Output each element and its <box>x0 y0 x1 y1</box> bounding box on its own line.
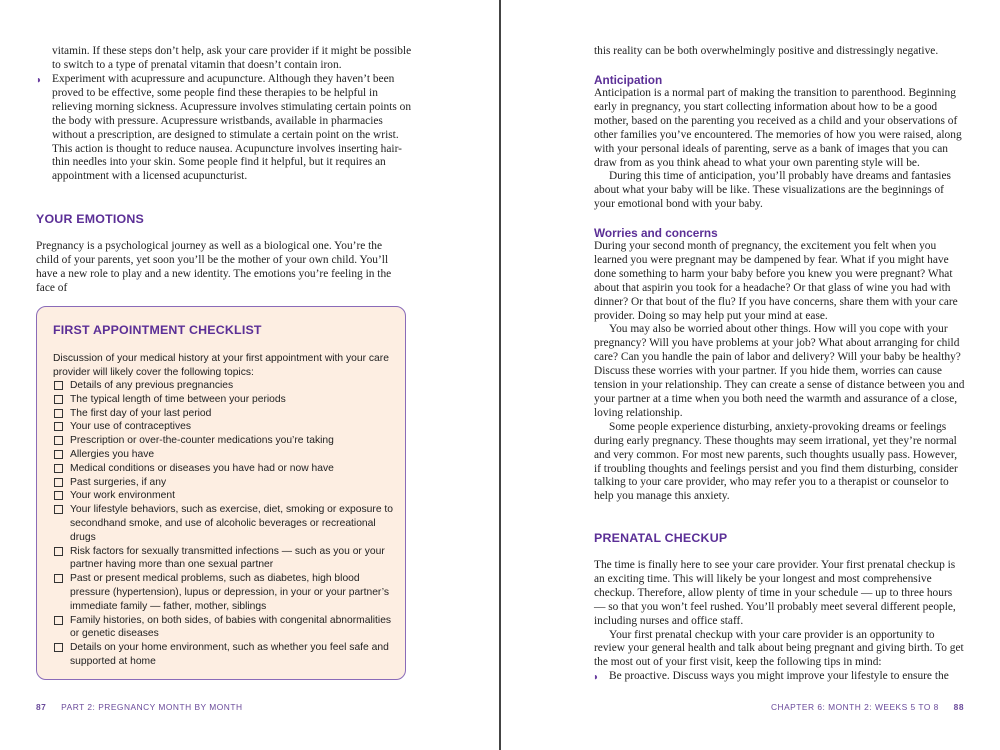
checklist-item: Allergies you have <box>53 448 398 462</box>
section-heading-prenatal-checkup: PRENATAL CHECKUP <box>594 531 728 545</box>
checkbox-icon <box>54 464 63 473</box>
page-number: 88 <box>953 702 964 712</box>
checkbox-icon <box>54 450 63 459</box>
checkbox-icon <box>54 505 63 514</box>
subheading-worries: Worries and concerns <box>594 226 718 240</box>
continued-paragraph: this reality can be both overwhelmingly positive and distressingly negative. <box>594 45 939 57</box>
checklist-item: Risk factors for sexually transmitted infections — such as you or your partner having more than one sexual partner <box>53 545 398 573</box>
checkbox-icon <box>54 547 63 556</box>
checklist-intro: Discussion of your medical history at your first appointment with your care provider will likely cover the following topics: <box>53 353 389 378</box>
checklist-item: Family histories, on both sides, of babies with congenital abnormalities or genetic diseases <box>53 614 398 642</box>
subheading-anticipation: Anticipation <box>594 73 663 87</box>
first-appointment-checklist-box <box>36 306 406 680</box>
bullet-be-proactive: ◗ Be proactive. Discuss ways you might improve your lifestyle to ensure the <box>593 670 949 683</box>
checklist-item: Your work environment <box>53 489 398 503</box>
checklist <box>53 379 398 669</box>
bullet-icon: ◗ <box>36 75 43 86</box>
checklist-item: Medical conditions or diseases you have had or now have <box>53 462 398 476</box>
anticipation-text: Anticipation is a normal part of making the transition to parenthood. Beginning early in pregnancy, you start collecting information about how to be a good mother, based on the parenting you received as a child and your observations of other families you’ve encountered. The memories of how you were raised, along with your personal ideals of parenting, serve as a bank of images that you can draw from as you think ahead to what your own parenting style will be. During this time of anticipation, you’ll probably have dreams and fantasies about what your baby will be like. These visualizations are the beginnings of your emotional bond with your baby. <box>594 87 962 211</box>
checklist-item: Details on your home environment, such as whether you feel safe and supported at home <box>53 641 398 669</box>
checkbox-icon <box>54 381 63 390</box>
checklist-item: Your lifestyle behaviors, such as exercise, diet, smoking or exposure to secondhand smoke, and use of alcoholic beverages or recreational drugs <box>53 503 398 544</box>
checklist-item: Prescription or over-the-counter medications you’re taking <box>53 434 398 448</box>
left-footer <box>36 702 243 712</box>
page-number: 87 <box>36 702 47 712</box>
checkup-text: The time is finally here to see your care provider. Your first prenatal checkup is an exciting time. This will likely be your longest and most comprehensive checkup. Therefore, allow plenty of time in your schedule — up to three hours — so that you won’t feel rushed. You’ll probably meet several different people, including nurses and office staff. Your first prenatal checkup with your care provider is an opportunity to review your general health and talk about being pregnant and giving birth. To get the most out of your first visit, keep the following tips in mind: <box>594 559 964 669</box>
checkbox-icon <box>54 395 63 404</box>
section-heading-emotions: YOUR EMOTIONS <box>36 212 144 226</box>
running-footer-text: PART 2: PREGNANCY MONTH BY MONTH <box>61 702 243 712</box>
checklist-item: Your use of contraceptives <box>53 420 398 434</box>
checkbox-icon <box>54 422 63 431</box>
emotions-paragraph: Pregnancy is a psychological journey as well as a biological one. You’re the child of your parents, yet soon you’ll be the mother of your own child. You’ll have a new role to play and a new identity. The emotions you’re feeling in the face of <box>36 240 392 294</box>
checkbox-icon <box>54 616 63 625</box>
checkbox-icon <box>54 643 63 652</box>
running-footer-text: CHAPTER 6: MONTH 2: WEEKS 5 TO 8 <box>770 702 939 712</box>
checklist-title: FIRST APPOINTMENT CHECKLIST <box>53 323 262 337</box>
left-page <box>0 0 498 750</box>
bullet-icon: ◗ <box>593 672 600 683</box>
checklist-item: The typical length of time between your periods <box>53 393 398 407</box>
checklist-item: Details of any previous pregnancies <box>53 379 398 393</box>
worries-text: During your second month of pregnancy, the excitement you felt when you learned you were pregnant may be dampened by fear. What if you might have done something to harm your baby before you knew you were pregnant? What about that aspirin you took for a headache? Or that glass of wine you had with dinner? Or that bout of the flu? If you have concerns, share them with your care provider. Doing so may help put your mind at ease. You may also be worried about other things. How will you cope with your pregnancy? Will you have problems at your job? What about arranging for child care? Can you handle the pain of labor and delivery? Will your baby be healthy? Discuss these worries with your partner. If you hide them, worries can cause tension in your relationship. They can create a sense of distance between you and your partner at a time when you both need the warmth and assurance of a close, loving relationship. Some people experience disturbing, anxiety-provoking dreams or feelings during early pregnancy. These thoughts may seem irrational, yet they’re normal and very common. For most new parents, such thoughts usually pass. However, if troubling thoughts and feelings persist and you find them disturbing, consider talking to your care provider, who may refer you to a therapist or counselor to help you manage this anxiety. <box>594 240 965 503</box>
right-page <box>502 0 1000 750</box>
right-footer <box>771 702 964 712</box>
checklist-item: The first day of your last period <box>53 407 398 421</box>
checkbox-icon <box>54 491 63 500</box>
checkbox-icon <box>54 409 63 418</box>
checkbox-icon <box>54 478 63 487</box>
bullet-acupressure: ◗ Experiment with acupressure and acupuncture. Although they haven’t been proved to be effective, some people find these therapies to be helpful in relieving morning sickness. Acupressure involves stimulating certain points on the body with pressure. Acupressure wristbands, available in pharmacies without a prescription, are designed to stimulate a certain point on the wrist. This action is thought to reduce nausea. Acupuncture involves inserting hair-thin needles into your skin. Some people find it helpful, but it requires an appointment with a licensed acupuncturist. <box>36 73 412 183</box>
checkbox-icon <box>54 436 63 445</box>
checkbox-icon <box>54 574 63 583</box>
checklist-item: Past surgeries, if any <box>53 476 398 490</box>
continued-paragraph: vitamin. If these steps don’t help, ask your care provider if it might be possible to switch to a type of prenatal vitamin that doesn’t contain iron. <box>52 45 412 71</box>
checklist-item: Past or present medical problems, such as diabetes, high blood pressure (hypertension), lupus or depression, in your or your partner’s immediate family — father, mother, siblings <box>53 572 398 613</box>
page-gutter-divider <box>499 0 501 750</box>
